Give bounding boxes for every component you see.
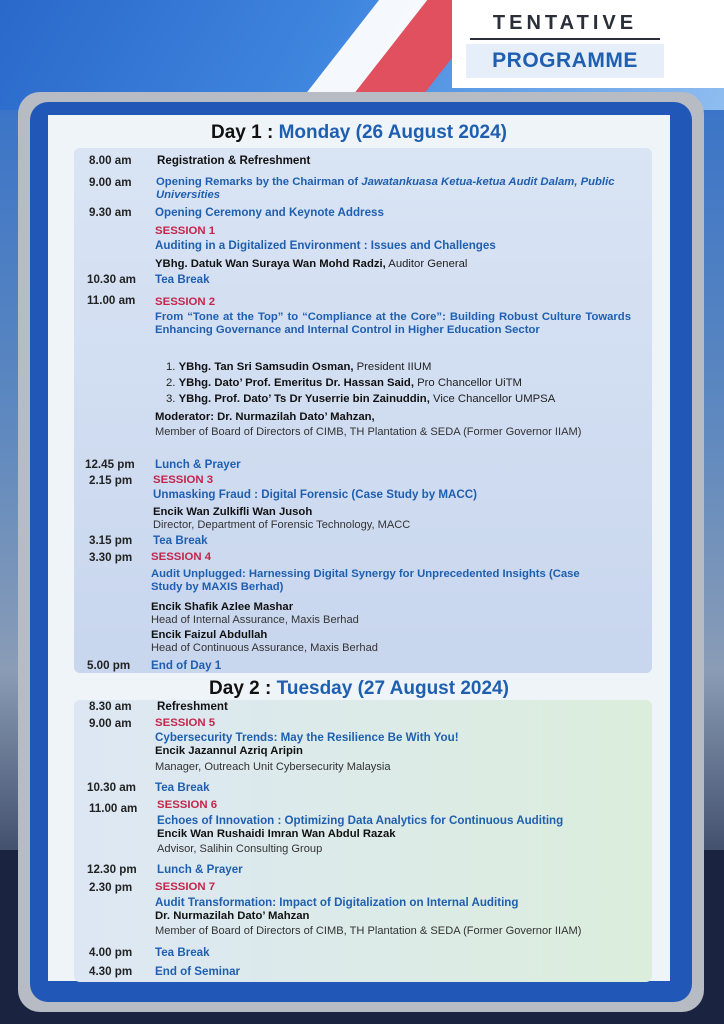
session-5-speaker-name: Encik Jazannul Azriq Aripin [155, 745, 303, 757]
event-end-seminar: End of Seminar [155, 965, 241, 978]
session-4-title: Audit Unplugged: Harnessing Digital Synergy for Unprecedented Insights (Case Study by MAXIS Berhad) [151, 568, 580, 593]
session-3-speaker-role: Director, Department of Forensic Technology, MACC [153, 519, 411, 531]
time-1100: 11.00 am [87, 294, 136, 307]
time-0900-day2: 9.00 am [89, 717, 132, 730]
time-1245: 12.45 pm [85, 458, 135, 471]
day1-heading-prefix: Day 1 : [211, 122, 279, 143]
day2-heading-day: Tuesday [276, 678, 353, 699]
event-end-day-1: End of Day 1 [151, 659, 222, 672]
time-0930: 9.30 am [89, 206, 132, 219]
panelist-2-role: Pro Chancellor UiTM [413, 377, 522, 389]
session-3-speaker-name: Encik Wan Zulkifli Wan Jusoh [153, 506, 313, 518]
time-0230: 2.30 pm [89, 881, 133, 894]
session-1-speaker-role: Auditor General [385, 258, 468, 270]
session-4-speaker-1-name: Encik Shafik Azlee Mashar [151, 601, 294, 613]
event-opening-ceremony: Opening Ceremony and Keynote Address [155, 206, 384, 219]
panelist-1 [166, 361, 431, 373]
day2-heading-prefix: Day 2 : [209, 678, 277, 699]
panelist-2 [166, 377, 522, 389]
session-2-title: From “Tone at the Top” to “Compliance at the Core”: Building Robust Culture Towards Enhancing Governance and Internal Control in Higher Education Sector [155, 311, 631, 336]
panelist-2-name: YBhg. Dato’ Prof. Emeritus Dr. Hassan Said, [178, 377, 414, 389]
time-1030: 10.30 am [87, 273, 136, 286]
session-4-speaker-2-role: Head of Continuous Assurance, Maxis Berhad [151, 642, 378, 654]
session-4-speaker-1-role: Head of Internal Assurance, Maxis Berhad [151, 614, 359, 626]
event-refreshment: Refreshment [157, 700, 228, 713]
title-tentative: TENTATIVE [492, 12, 638, 34]
session-5-speaker-role: Manager, Outreach Unit Cybersecurity Malaysia [155, 761, 391, 773]
session-5-title: Cybersecurity Trends: May the Resilience Be With You! [155, 731, 459, 744]
session-4-label: SESSION 4 [151, 551, 212, 563]
panelist-3-role: Vice Chancellor UMPSA [429, 393, 556, 405]
session-6-title: Echoes of Innovation : Optimizing Data Analytics for Continuous Auditing [157, 814, 564, 827]
session-2-label: SESSION 2 [155, 296, 216, 308]
event-tea-break-1: Tea Break [155, 273, 210, 286]
session-7-speaker-role: Member of Board of Directors of CIMB, TH Plantation & SEDA (Former Governor IIAM) [155, 925, 582, 937]
session-3-label: SESSION 3 [153, 474, 214, 486]
event-opening-remarks [156, 176, 632, 202]
session-7-title: Audit Transformation: Impact of Digitalization on Internal Auditing [155, 896, 519, 909]
panelist-3-number: 3. [166, 393, 176, 405]
panelist-3-name: YBhg. Prof. Dato’ Ts Dr Yuserrie bin Zainuddin, [178, 393, 430, 405]
panelist-1-name: YBhg. Tan Sri Samsudin Osman, [178, 361, 354, 373]
event-registration: Registration & Refreshment [157, 154, 311, 167]
moderator-role: Member of Board of Directors of CIMB, TH Plantation & SEDA (Former Governor IIAM) [155, 426, 582, 438]
time-0900: 9.00 am [89, 176, 132, 189]
time-0500: 5.00 pm [87, 659, 131, 672]
session-6-speaker-name: Encik Wan Rushaidi Imran Wan Abdul Razak [157, 828, 396, 840]
moderator-name: Moderator: Dr. Nurmazilah Dato’ Mahzan, [155, 411, 375, 423]
event-tea-break-3: Tea Break [155, 781, 210, 794]
title-programme: PROGRAMME [466, 44, 664, 78]
time-0215: 2.15 pm [89, 474, 133, 487]
day1-heading-day: Monday [278, 122, 351, 143]
time-1030-day2: 10.30 am [87, 781, 136, 794]
time-1230: 12.30 pm [87, 863, 137, 876]
opening-remarks-text: Opening Remarks by the Chairman of [156, 176, 362, 188]
session-6-label: SESSION 6 [157, 799, 218, 811]
panelist-3 [166, 393, 555, 405]
session-5-label: SESSION 5 [155, 717, 216, 729]
opening-remarks-committee: Jawatankuasa Ketua-ketua Audit Dalam, Public Universities [156, 176, 615, 201]
session-1-title: Auditing in a Digitalized Environment : Issues and Challenges [155, 239, 496, 252]
session-7-speaker-name: Dr. Nurmazilah Dato’ Mahzan [155, 910, 310, 922]
session-6-speaker-role: Advisor, Salihin Consulting Group [157, 843, 323, 855]
day2-heading [48, 678, 670, 700]
panelist-1-number: 1. [166, 361, 176, 373]
title-divider [470, 38, 660, 40]
event-lunch-2: Lunch & Prayer [157, 863, 243, 876]
event-tea-break-2: Tea Break [153, 534, 208, 547]
event-tea-break-4: Tea Break [155, 946, 210, 959]
time-0400: 4.00 pm [89, 946, 133, 959]
session-7-label: SESSION 7 [155, 881, 216, 893]
time-0430: 4.30 pm [89, 965, 133, 978]
session-3-title: Unmasking Fraud : Digital Forensic (Case Study by MACC) [153, 488, 478, 501]
time-0800: 8.00 am [89, 154, 132, 167]
session-1-label: SESSION 1 [155, 225, 216, 237]
time-0315: 3.15 pm [89, 534, 133, 547]
session-4-speaker-2-name: Encik Faizul Abdullah [151, 629, 268, 641]
event-lunch-1: Lunch & Prayer [155, 458, 241, 471]
time-0330: 3.30 pm [89, 551, 133, 564]
day1-heading [48, 122, 670, 144]
day1-heading-date: (26 August 2024) [350, 122, 507, 143]
time-1100-day2: 11.00 am [89, 802, 138, 815]
panelist-2-number: 2. [166, 377, 176, 389]
panelist-1-role: President IIUM [353, 361, 432, 373]
time-0830: 8.30 am [89, 700, 132, 713]
session-1-speaker [155, 258, 467, 270]
session-1-speaker-name: YBhg. Datuk Wan Suraya Wan Mohd Radzi, [155, 258, 386, 270]
day2-heading-date: (27 August 2024) [352, 678, 509, 699]
